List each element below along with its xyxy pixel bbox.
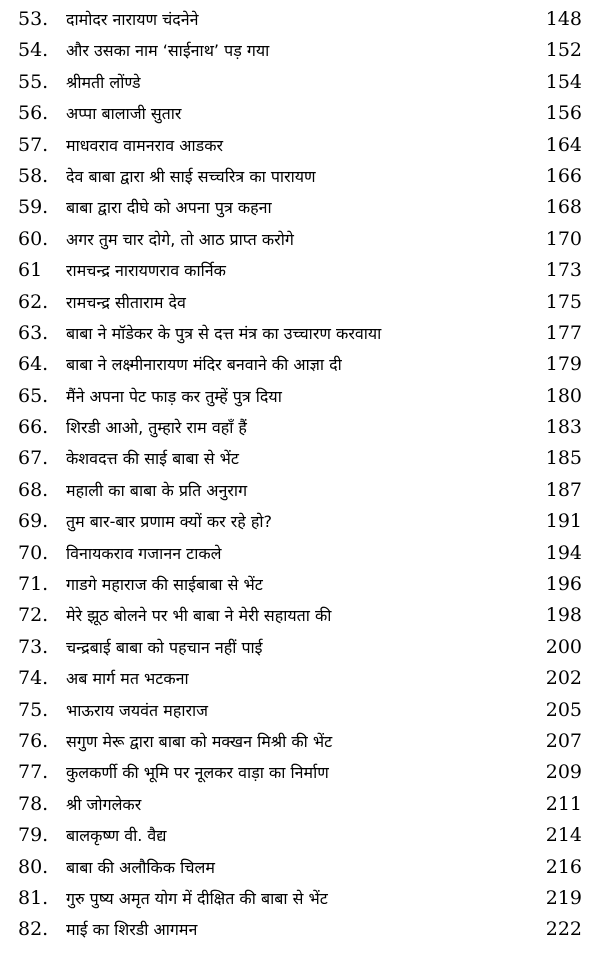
page-number: 168 bbox=[545, 196, 582, 219]
page-number: 177 bbox=[545, 321, 582, 344]
toc-entry bbox=[0, 98, 600, 129]
chapter-number: 77. bbox=[18, 761, 49, 784]
chapter-number: 70. bbox=[18, 541, 49, 564]
chapter-number: 53. bbox=[18, 8, 49, 30]
page-number: 164 bbox=[545, 133, 582, 156]
page-number: 179 bbox=[545, 353, 582, 376]
page-number: 191 bbox=[545, 510, 582, 533]
toc-entry bbox=[0, 852, 600, 883]
chapter-title: बाबा ने मॉडेकर के पुत्र से दत्त मंत्र का उच्चारण करवाया bbox=[66, 323, 382, 343]
chapter-title: अब मार्ग मत भटकना bbox=[66, 669, 189, 689]
chapter-title: बाबा द्वारा दीघे को अपना पुत्र कहना bbox=[66, 198, 272, 218]
chapter-number: 66. bbox=[18, 416, 49, 439]
page-number: 219 bbox=[545, 886, 582, 909]
page-number: 196 bbox=[545, 573, 582, 596]
chapter-number: 58. bbox=[18, 164, 49, 187]
page-number: 207 bbox=[545, 729, 582, 752]
chapter-number: 64. bbox=[18, 353, 49, 376]
chapter-number: 78. bbox=[18, 792, 49, 815]
toc-entry bbox=[0, 600, 600, 631]
toc-entry bbox=[0, 663, 600, 694]
toc-entry bbox=[0, 914, 600, 945]
chapter-number: 71. bbox=[18, 573, 49, 596]
chapter-title: बाबा की अलौकिक चिलम bbox=[66, 857, 215, 877]
toc-entry bbox=[0, 287, 600, 318]
chapter-title: श्री जोगलेकर bbox=[66, 794, 142, 814]
page-number: 166 bbox=[545, 164, 582, 187]
chapter-number: 72. bbox=[18, 604, 49, 627]
page-number: 222 bbox=[545, 918, 582, 941]
chapter-title: शिरडी आओ, तुम्हारे राम वहाँ हैं bbox=[66, 418, 247, 438]
chapter-number: 57. bbox=[18, 133, 49, 156]
toc-entry bbox=[0, 318, 600, 349]
chapter-title: विनायकराव गजानन टाकले bbox=[66, 543, 222, 563]
page-number: 180 bbox=[545, 384, 582, 407]
page-number: 202 bbox=[545, 667, 582, 690]
toc-entry bbox=[0, 161, 600, 192]
page-number: 194 bbox=[545, 541, 582, 564]
chapter-title: कुलकर्णी की भूमि पर नूलकर वाड़ा का निर्माण bbox=[66, 763, 329, 783]
chapter-title: चन्द्रबाई बाबा को पहचान नहीं पाई bbox=[66, 637, 263, 657]
toc-entry bbox=[0, 224, 600, 255]
page-number: 185 bbox=[545, 447, 582, 470]
chapter-number: 81. bbox=[18, 886, 49, 909]
chapter-title: मेरे झूठ बोलने पर भी बाबा ने मेरी सहायता की bbox=[66, 606, 332, 626]
toc-entry bbox=[0, 726, 600, 757]
chapter-title: गाडगे महाराज की साईबाबा से भेंट bbox=[66, 575, 263, 595]
page-number: 170 bbox=[545, 227, 582, 250]
toc-entry bbox=[0, 506, 600, 537]
toc-entry bbox=[0, 757, 600, 788]
page-number: 183 bbox=[545, 416, 582, 439]
chapter-title: माधवराव वामनराव आडकर bbox=[66, 135, 224, 155]
chapter-title: केशवदत्त की साई बाबा से भेंट bbox=[66, 449, 239, 469]
toc-entry bbox=[0, 695, 600, 726]
chapter-number: 55. bbox=[18, 70, 49, 93]
chapter-title: मैंने अपना पेट फाड़ कर तुम्हें पुत्र दिया bbox=[66, 386, 282, 406]
page-number: 173 bbox=[545, 259, 582, 282]
chapter-number: 67. bbox=[18, 447, 49, 470]
page-number: 211 bbox=[545, 792, 582, 815]
chapter-title: सगुण मेरू द्वारा बाबा को मक्खन मिश्री की भेंट bbox=[66, 731, 333, 751]
chapter-number: 80. bbox=[18, 855, 49, 878]
chapter-title: बालकृष्ण वी. वैद्य bbox=[66, 826, 167, 846]
chapter-title: दामोदर नारायण चंदनेने bbox=[66, 10, 199, 29]
chapter-number: 65. bbox=[18, 384, 49, 407]
chapter-title: अप्पा बालाजी सुतार bbox=[66, 104, 182, 124]
chapter-number: 60. bbox=[18, 227, 49, 250]
chapter-title: देव बाबा द्वारा श्री साई सच्चरित्र का पारायण bbox=[66, 166, 316, 186]
toc-entry bbox=[0, 569, 600, 600]
chapter-number: 69. bbox=[18, 510, 49, 533]
toc-entry bbox=[0, 349, 600, 380]
page-number: 154 bbox=[545, 70, 582, 93]
page-number: 200 bbox=[545, 635, 582, 658]
page-number: 205 bbox=[545, 698, 582, 721]
chapter-number: 79. bbox=[18, 824, 49, 847]
page-number: 216 bbox=[545, 855, 582, 878]
toc-entry bbox=[0, 35, 600, 66]
toc-entry bbox=[0, 381, 600, 412]
chapter-number: 56. bbox=[18, 102, 49, 125]
chapter-title: रामचन्द्र सीताराम देव bbox=[66, 292, 186, 312]
toc-entry bbox=[0, 130, 600, 161]
page-number: 152 bbox=[545, 39, 582, 62]
chapter-number: 63. bbox=[18, 321, 49, 344]
chapter-number: 82. bbox=[18, 918, 49, 941]
toc-entry bbox=[0, 192, 600, 223]
chapter-number: 61 bbox=[18, 259, 43, 282]
chapter-number: 54. bbox=[18, 39, 49, 62]
chapter-title: तुम बार-बार प्रणाम क्यों कर रहे हो? bbox=[66, 512, 272, 532]
chapter-title: माई का शिरडी आगमन bbox=[66, 920, 198, 940]
chapter-title: रामचन्द्र नारायणराव कार्निक bbox=[66, 261, 226, 281]
toc-entry bbox=[0, 632, 600, 663]
toc-entry bbox=[0, 475, 600, 506]
page-number: 214 bbox=[545, 824, 582, 847]
chapter-number: 73. bbox=[18, 635, 49, 658]
toc-entry bbox=[0, 412, 600, 443]
page-number: 156 bbox=[545, 102, 582, 125]
chapter-title: महाली का बाबा के प्रति अनुराग bbox=[66, 480, 248, 500]
toc-entry bbox=[0, 67, 600, 98]
toc-entry bbox=[0, 789, 600, 820]
toc-entry bbox=[0, 538, 600, 569]
chapter-number: 68. bbox=[18, 478, 49, 501]
table-of-contents bbox=[0, 4, 600, 946]
chapter-title: और उसका नाम ‘साईनाथ’ पड़ गया bbox=[66, 41, 270, 61]
chapter-number: 59. bbox=[18, 196, 49, 219]
page-number: 187 bbox=[545, 478, 582, 501]
toc-entry bbox=[0, 883, 600, 914]
chapter-number: 76. bbox=[18, 729, 49, 752]
chapter-number: 74. bbox=[18, 667, 49, 690]
chapter-title: श्रीमती लोंण्डे bbox=[66, 72, 141, 92]
page-number: 175 bbox=[545, 290, 582, 313]
chapter-title: बाबा ने लक्ष्मीनारायण मंदिर बनवाने की आज्ञा दी bbox=[66, 355, 342, 375]
page-number: 198 bbox=[545, 604, 582, 627]
chapter-number: 75. bbox=[18, 698, 49, 721]
chapter-title: भाऊराय जयवंत महाराज bbox=[66, 700, 209, 720]
page-number: 148 bbox=[545, 8, 582, 30]
page-number: 209 bbox=[545, 761, 582, 784]
toc-entry bbox=[0, 255, 600, 286]
chapter-title: गुरु पुष्य अमृत योग में दीक्षित की बाबा से भेंट bbox=[66, 888, 328, 908]
toc-entry bbox=[0, 820, 600, 851]
chapter-number: 62. bbox=[18, 290, 49, 313]
chapter-title: अगर तुम चार दोगे, तो आठ प्राप्त करोगे bbox=[66, 229, 294, 249]
toc-entry bbox=[0, 443, 600, 474]
toc-entry bbox=[0, 4, 600, 35]
